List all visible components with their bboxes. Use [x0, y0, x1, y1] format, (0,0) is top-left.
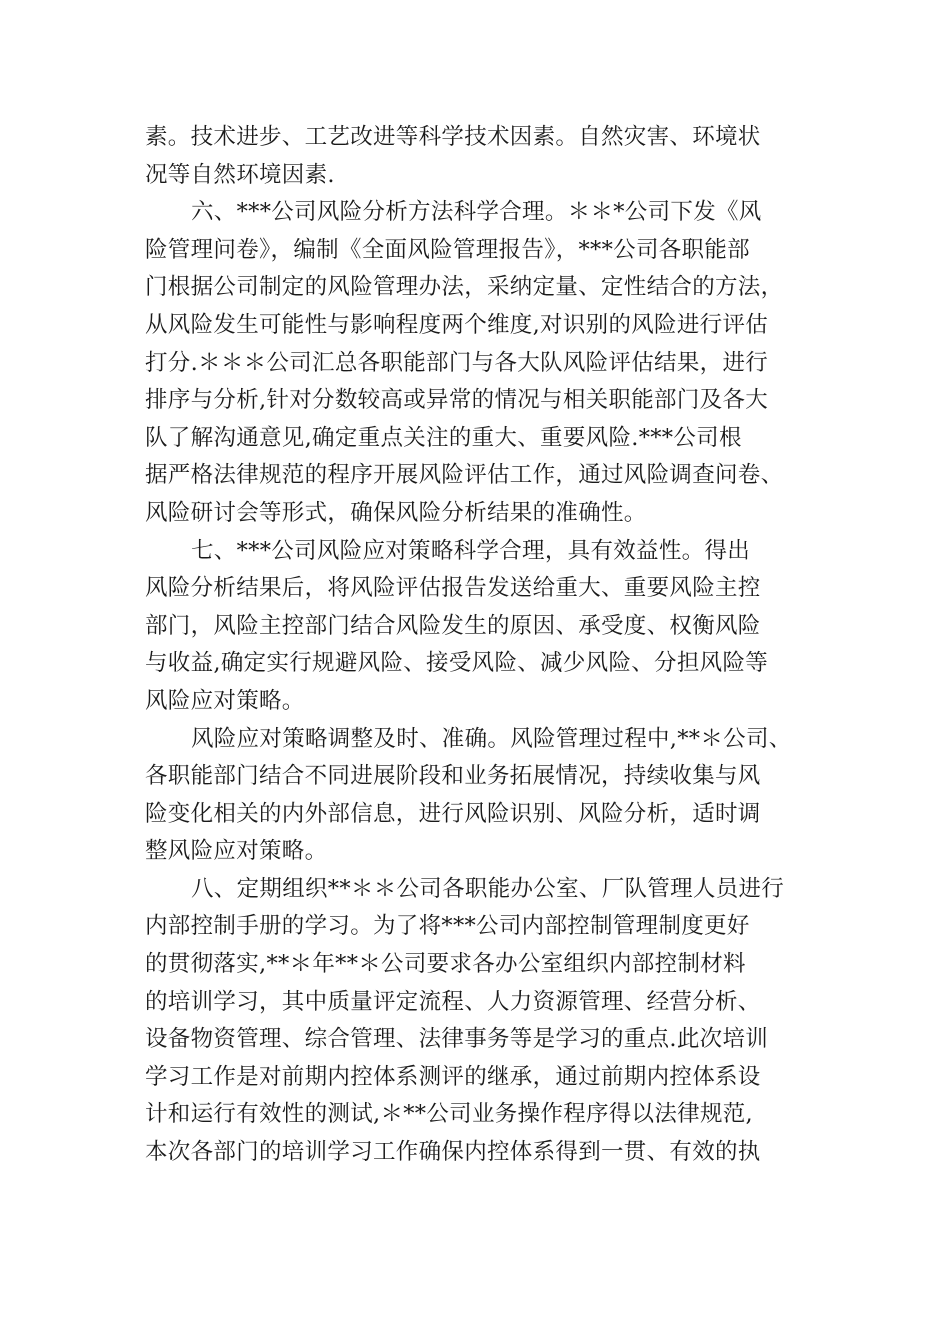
text-line: 险管理问卷》，编制《全面风险管理报告》，***公司各职能部: [145, 236, 750, 263]
body-text: [145, 119, 845, 1172]
paragraph-start-line: 风险应对策略调整及时、准确。风险管理过程中,**＊公司、: [191, 725, 792, 752]
text-line: 学习工作是对前期内控体系测评的继承，通过前期内控体系设: [145, 1063, 761, 1090]
text-line: 风险研讨会等形式，确保风险分析结果的准确性。: [145, 499, 647, 526]
text-line: 风险分析结果后，将风险评估报告发送给重大、重要风险主控: [145, 575, 761, 602]
text-line: 排序与分析,针对分数较高或异常的情况与相关职能部门及各大: [145, 387, 769, 414]
text-line: 素。技术进步、工艺改进等科学技术因素。自然灾害、环境状: [145, 124, 761, 150]
text-line: 队了解沟通意见,确定重点关注的重大、重要风险.***公司根: [145, 424, 742, 451]
text-line: 整风险应对策略。: [145, 838, 328, 865]
text-line: 部门，风险主控部门结合风险发生的原因、承受度、权衡风险: [145, 612, 761, 639]
text-line: 设备物资管理、综合管理、法律事务等是学习的重点.此次培训: [145, 1026, 769, 1053]
text-line: 风险应对策略。: [145, 687, 305, 714]
paragraph-start-line: 六、***公司风险分析方法科学合理。＊＊*公司下发《风: [191, 199, 762, 226]
text-line: 计和运行有效性的测试,＊**公司业务操作程序得以法律规范,: [145, 1101, 754, 1128]
text-line: 门根据公司制定的风险管理办法，采纳定量、定性结合的方法，: [145, 274, 784, 301]
text-line: 况等自然环境因素.: [145, 161, 335, 188]
text-line: 从风险发生可能性与影响程度两个维度,对识别的风险进行评估: [145, 311, 769, 338]
text-line: 内部控制手册的学习。为了将***公司内部控制管理制度更好: [145, 913, 750, 940]
paragraph-start-line: 八、定期组织**＊＊公司各职能办公室、厂队管理人员进行: [191, 875, 785, 902]
text-line: 各职能部门结合不同进展阶段和业务拓展情况，持续收集与风: [145, 763, 761, 790]
text-line: 险变化相关的内外部信息，进行风险识别、风险分析，适时调: [145, 800, 761, 827]
text-line: 打分.＊＊＊公司汇总各职能部门与各大队风险评估结果，进行: [145, 349, 769, 376]
text-line: 本次各部门的培训学习工作确保内控体系得到一贯、有效的执: [145, 1139, 761, 1166]
text-line: 的培训学习，其中质量评定流程、人力资源管理、经营分析、: [145, 988, 761, 1015]
paragraph-start-line: 七、***公司风险应对策略科学合理，具有效益性。得出: [191, 537, 751, 564]
text-line: 据严格法律规范的程序开展风险评估工作，通过风险调查问卷、: [145, 462, 784, 489]
text-line: 与收益,确定实行规避风险、接受风险、减少风险、分担风险等: [145, 650, 769, 677]
text-line: 的贯彻落实,**＊年**＊公司要求各办公室组织内部控制材料: [145, 951, 746, 978]
